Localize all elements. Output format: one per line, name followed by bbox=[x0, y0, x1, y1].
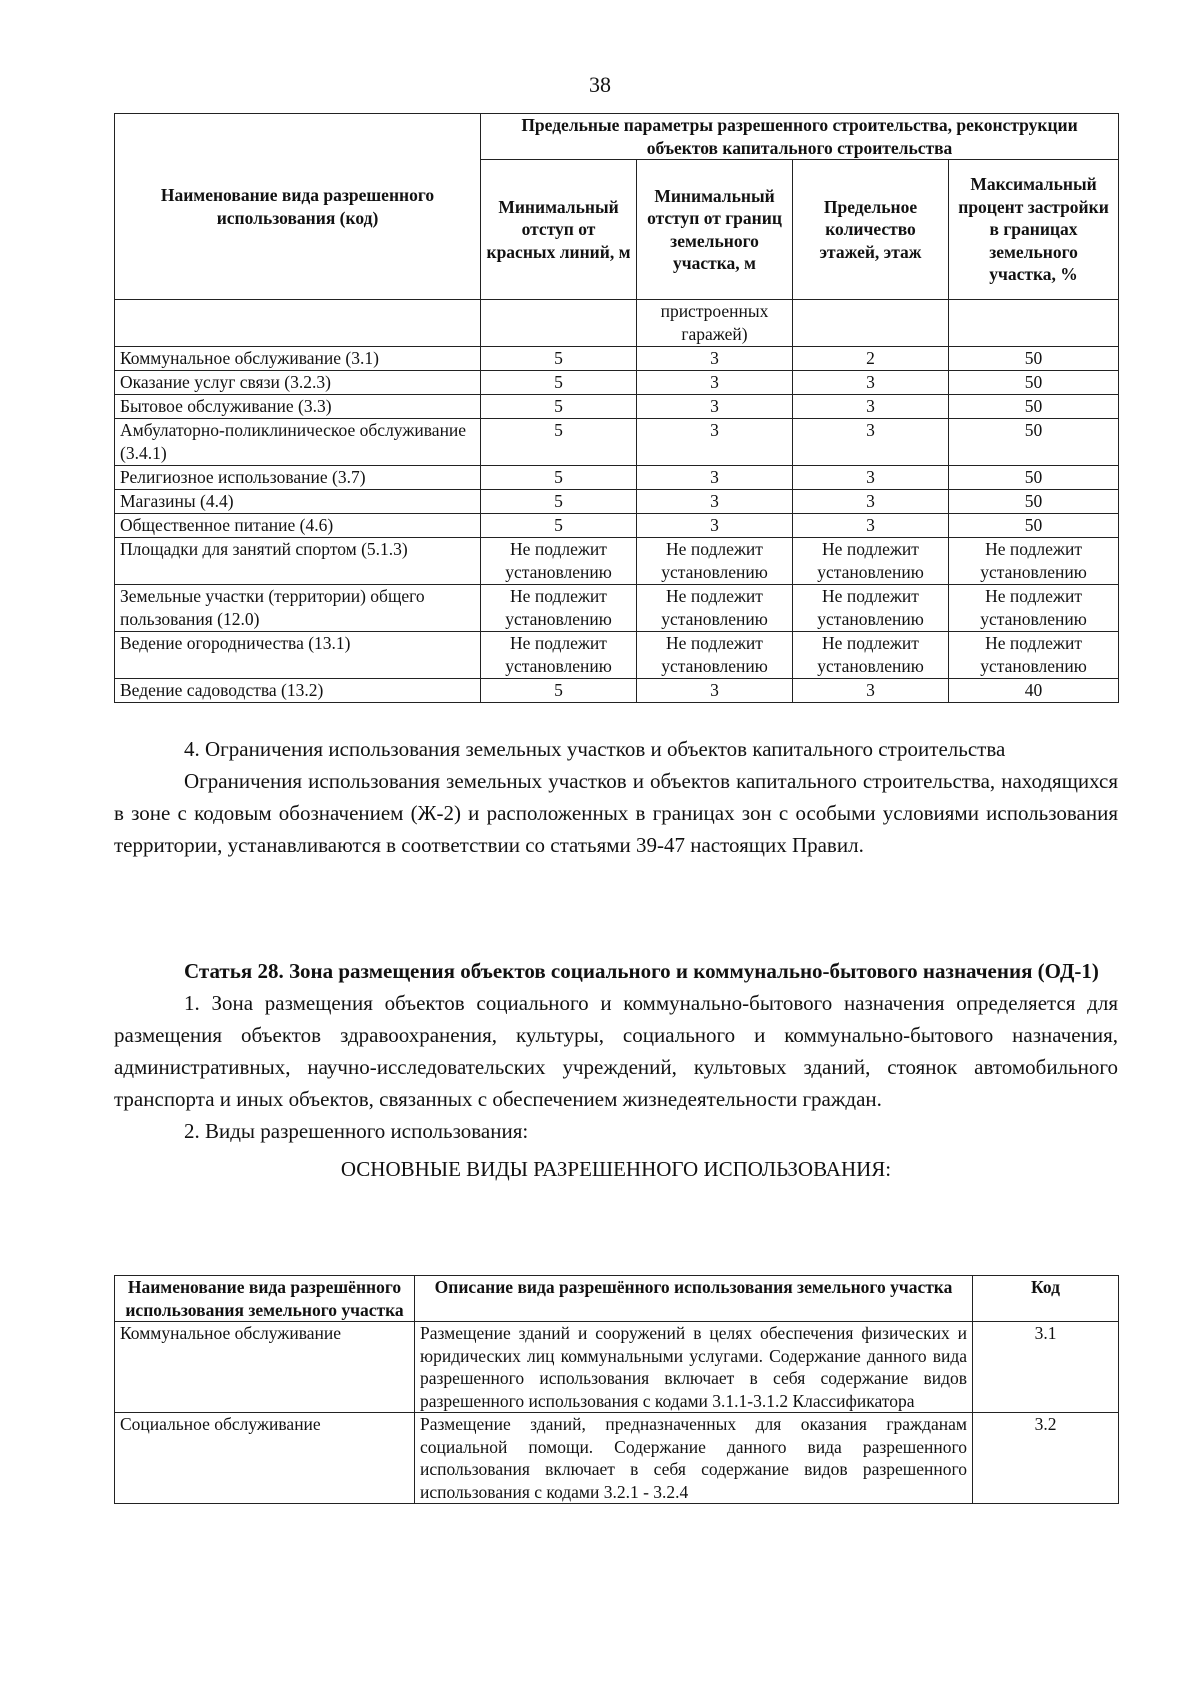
use-name-cell: Земельные участки (территории) общего пользования (12.0) bbox=[115, 585, 481, 632]
header-use-name: Наименование вида разрешенного использования (код) bbox=[115, 114, 481, 300]
use-name-cell: Амбулаторно-поликлиническое обслуживание (3.4.1) bbox=[115, 419, 481, 466]
min-setback-boundary-cell: 3 bbox=[637, 371, 793, 395]
min-setback-red-cell: Не подлежит установлению bbox=[481, 585, 637, 632]
use-name-cell: Коммунальное обслуживание bbox=[115, 1322, 415, 1413]
use-name-cell: Магазины (4.4) bbox=[115, 490, 481, 514]
table-row bbox=[115, 1413, 1119, 1504]
use-name-cell: Площадки для занятий спортом (5.1.3) bbox=[115, 538, 481, 585]
code-cell: 3.2 bbox=[973, 1413, 1119, 1504]
max-percent-cell: Не подлежит установлению bbox=[949, 585, 1119, 632]
use-name-cell: Коммунальное обслуживание (3.1) bbox=[115, 347, 481, 371]
max-percent-cell: Не подлежит установлению bbox=[949, 632, 1119, 679]
max-percent-cell: 50 bbox=[949, 419, 1119, 466]
min-setback-boundary-cell: 3 bbox=[637, 395, 793, 419]
min-setback-red-cell: 5 bbox=[481, 490, 637, 514]
max-percent-cell: 40 bbox=[949, 679, 1119, 703]
continuation-note: пристроенных гаражей) bbox=[637, 300, 793, 347]
min-setback-boundary-cell: 3 bbox=[637, 490, 793, 514]
section-restrictions bbox=[114, 733, 1118, 861]
use-name-cell: Бытовое обслуживание (3.3) bbox=[115, 395, 481, 419]
section-heading: 4. Ограничения использования земельных участков и объектов капитального строительства bbox=[184, 737, 1006, 761]
building-parameters-table bbox=[114, 113, 1119, 703]
main-uses-subtitle: ОСНОВНЫЕ ВИДЫ РАЗРЕШЕННОГО ИСПОЛЬЗОВАНИЯ: bbox=[340, 1157, 892, 1181]
section-body: Ограничения использования земельных участков и объектов капитального строительства, находящихся в зоне с кодовым обозначением (Ж-2) и расположенных в границах зон с особыми условиями использования территории, устанавливаются в соответствии со статьями 39-47 настоящих Правил. bbox=[114, 769, 1118, 857]
header-min-setback-red-lines: Минимальный отступ от красных линий, м bbox=[481, 160, 637, 300]
table-row bbox=[115, 585, 1119, 632]
max-floors-cell: 3 bbox=[793, 371, 949, 395]
min-setback-boundary-cell: Не подлежит установлению bbox=[637, 538, 793, 585]
use-name-cell: Ведение огородничества (13.1) bbox=[115, 632, 481, 679]
use-name-cell: Религиозное использование (3.7) bbox=[115, 466, 481, 490]
article-paragraph-1: 1. Зона размещения объектов социального и коммунально-бытового назначения определяется для размещения объектов здравоохранения, культуры, социального и коммунально-бытового назначения, административных, научно-исследовательских учреждений, культовых зданий, стоянок автомобильного транспорта и иных объектов, связанных с обеспечением жизнедеятельности граждан. bbox=[114, 991, 1118, 1111]
article-28 bbox=[114, 955, 1118, 1185]
max-percent-cell: 50 bbox=[949, 371, 1119, 395]
min-setback-red-cell: 5 bbox=[481, 395, 637, 419]
max-floors-cell: 3 bbox=[793, 466, 949, 490]
min-setback-red-cell: 5 bbox=[481, 371, 637, 395]
permitted-uses-table bbox=[114, 1275, 1119, 1504]
min-setback-boundary-cell: 3 bbox=[637, 679, 793, 703]
table-row bbox=[115, 347, 1119, 371]
min-setback-red-cell: 5 bbox=[481, 466, 637, 490]
max-percent-cell: 50 bbox=[949, 347, 1119, 371]
max-floors-cell: 3 bbox=[793, 395, 949, 419]
table-row-continuation bbox=[115, 300, 1119, 347]
min-setback-red-cell: 5 bbox=[481, 514, 637, 538]
table-row bbox=[115, 466, 1119, 490]
max-floors-cell: 2 bbox=[793, 347, 949, 371]
min-setback-red-cell: Не подлежит установлению bbox=[481, 538, 637, 585]
min-setback-red-cell: 5 bbox=[481, 347, 637, 371]
max-floors-cell: 3 bbox=[793, 419, 949, 466]
max-floors-cell: Не подлежит установлению bbox=[793, 585, 949, 632]
use-description-cell: Размещение зданий, предназначенных для оказания гражданам социальной помощи. Содержание данного вида разрешенного использования включает в себя содержание видов разрешенного использования с кодами 3.2.1 - 3.2.4 bbox=[415, 1413, 973, 1504]
table-row bbox=[115, 1322, 1119, 1413]
table-row bbox=[115, 419, 1119, 466]
max-floors-cell: 3 bbox=[793, 514, 949, 538]
header-parameters-group: Предельные параметры разрешенного строительства, реконструкции объектов капитального строительства bbox=[481, 114, 1119, 160]
max-percent-cell: 50 bbox=[949, 490, 1119, 514]
use-name-cell: Социальное обслуживание bbox=[115, 1413, 415, 1504]
header-max-floors: Предельное количество этажей, этаж bbox=[793, 160, 949, 300]
min-setback-boundary-cell: 3 bbox=[637, 419, 793, 466]
table-row bbox=[115, 632, 1119, 679]
header-max-build-percent: Максимальный процент застройки в границах земельного участка, % bbox=[949, 160, 1119, 300]
min-setback-red-cell: Не подлежит установлению bbox=[481, 632, 637, 679]
max-percent-cell: Не подлежит установлению bbox=[949, 538, 1119, 585]
max-floors-cell: Не подлежит установлению bbox=[793, 538, 949, 585]
use-name-cell: Ведение садоводства (13.2) bbox=[115, 679, 481, 703]
use-description-cell: Размещение зданий и сооружений в целях обеспечения физических и юридических лиц коммунальными услугами. Содержание данного вида разрешенного использования включает в себя содержание видов разрешенного использования с кодами 3.1.1-3.1.2 Классификатора bbox=[415, 1322, 973, 1413]
page-number: 38 bbox=[589, 72, 611, 97]
header-use-description: Описание вида разрешённого использования земельного участка bbox=[415, 1276, 973, 1322]
max-percent-cell: 50 bbox=[949, 395, 1119, 419]
use-name-cell: Оказание услуг связи (3.2.3) bbox=[115, 371, 481, 395]
code-cell: 3.1 bbox=[973, 1322, 1119, 1413]
min-setback-red-cell: 5 bbox=[481, 419, 637, 466]
table-row bbox=[115, 490, 1119, 514]
min-setback-boundary-cell: 3 bbox=[637, 466, 793, 490]
max-floors-cell: Не подлежит установлению bbox=[793, 632, 949, 679]
header-use-name: Наименование вида разрешённого использования земельного участка bbox=[115, 1276, 415, 1322]
min-setback-boundary-cell: Не подлежит установлению bbox=[637, 585, 793, 632]
table-row bbox=[115, 679, 1119, 703]
header-min-setback-boundaries: Минимальный отступ от границ земельного участка, м bbox=[637, 160, 793, 300]
table-row bbox=[115, 538, 1119, 585]
table-row bbox=[115, 514, 1119, 538]
article-paragraph-2: 2. Виды разрешенного использования: bbox=[184, 1119, 529, 1143]
min-setback-boundary-cell: 3 bbox=[637, 514, 793, 538]
article-title: Статья 28. Зона размещения объектов социального и коммунально-бытового назначения (ОД-1) bbox=[184, 959, 1099, 983]
table-row bbox=[115, 371, 1119, 395]
use-name-cell: Общественное питание (4.6) bbox=[115, 514, 481, 538]
min-setback-red-cell: 5 bbox=[481, 679, 637, 703]
max-percent-cell: 50 bbox=[949, 466, 1119, 490]
min-setback-boundary-cell: 3 bbox=[637, 347, 793, 371]
min-setback-boundary-cell: Не подлежит установлению bbox=[637, 632, 793, 679]
header-code: Код bbox=[973, 1276, 1119, 1322]
max-percent-cell: 50 bbox=[949, 514, 1119, 538]
max-floors-cell: 3 bbox=[793, 490, 949, 514]
max-floors-cell: 3 bbox=[793, 679, 949, 703]
table-row bbox=[115, 395, 1119, 419]
